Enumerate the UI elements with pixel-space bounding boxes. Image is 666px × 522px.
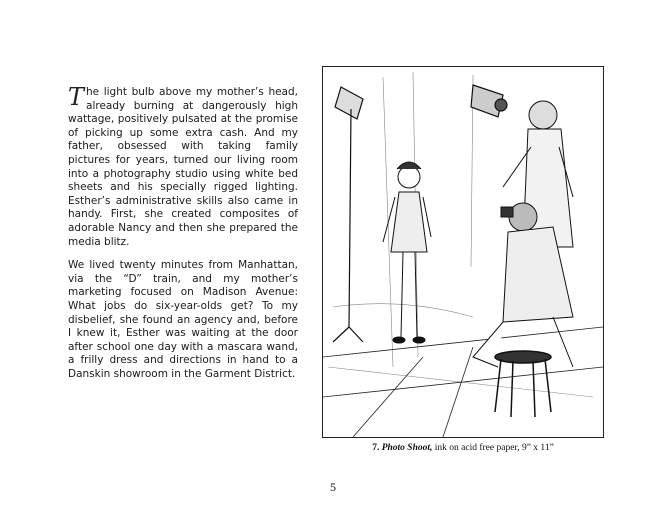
girl-figure [383,162,431,343]
body-text-column [68,83,298,391]
stool [495,351,551,417]
paragraph-1-text: he light bulb above my mother’s head, already burning at dangerously high wattage, positively pulsated at the promise of picking up some extra cash. And my father, obsessed with taking family pictures for years, turned our living room into a photography studio using white bed sheets and his specially rigged lighting. Esther’s administrative skills also came in handy. First, she created composites of adorable Nancy and then she prepared the media blitz. [68,86,298,248]
page-number: 5 [330,480,336,494]
paragraph-2: We lived twenty minutes from Manhattan, via the “D” train, and my mother’s marketing focused on Madison Avenue: What jobs do six-year-olds get? To my disbelief, she found an agency and, before I knew it, Esther was waiting at the door after school one day with a mascara wand, a frilly dress and directions in hand to a Danskin showroom in the Garment District. [68,259,298,380]
right-studio-lamp [471,85,507,117]
figure-caption [322,443,604,453]
caption-number: 7. [372,443,380,453]
caption-title: Photo Shoot, [381,443,433,453]
left-studio-lamp [333,87,363,342]
paragraph-1 [68,83,298,249]
caption-description: ink on acid free paper, 9” x 11” [434,443,554,453]
drop-cap: T [68,83,85,111]
photo-shoot-illustration [322,66,604,438]
ink-drawing [323,67,603,437]
